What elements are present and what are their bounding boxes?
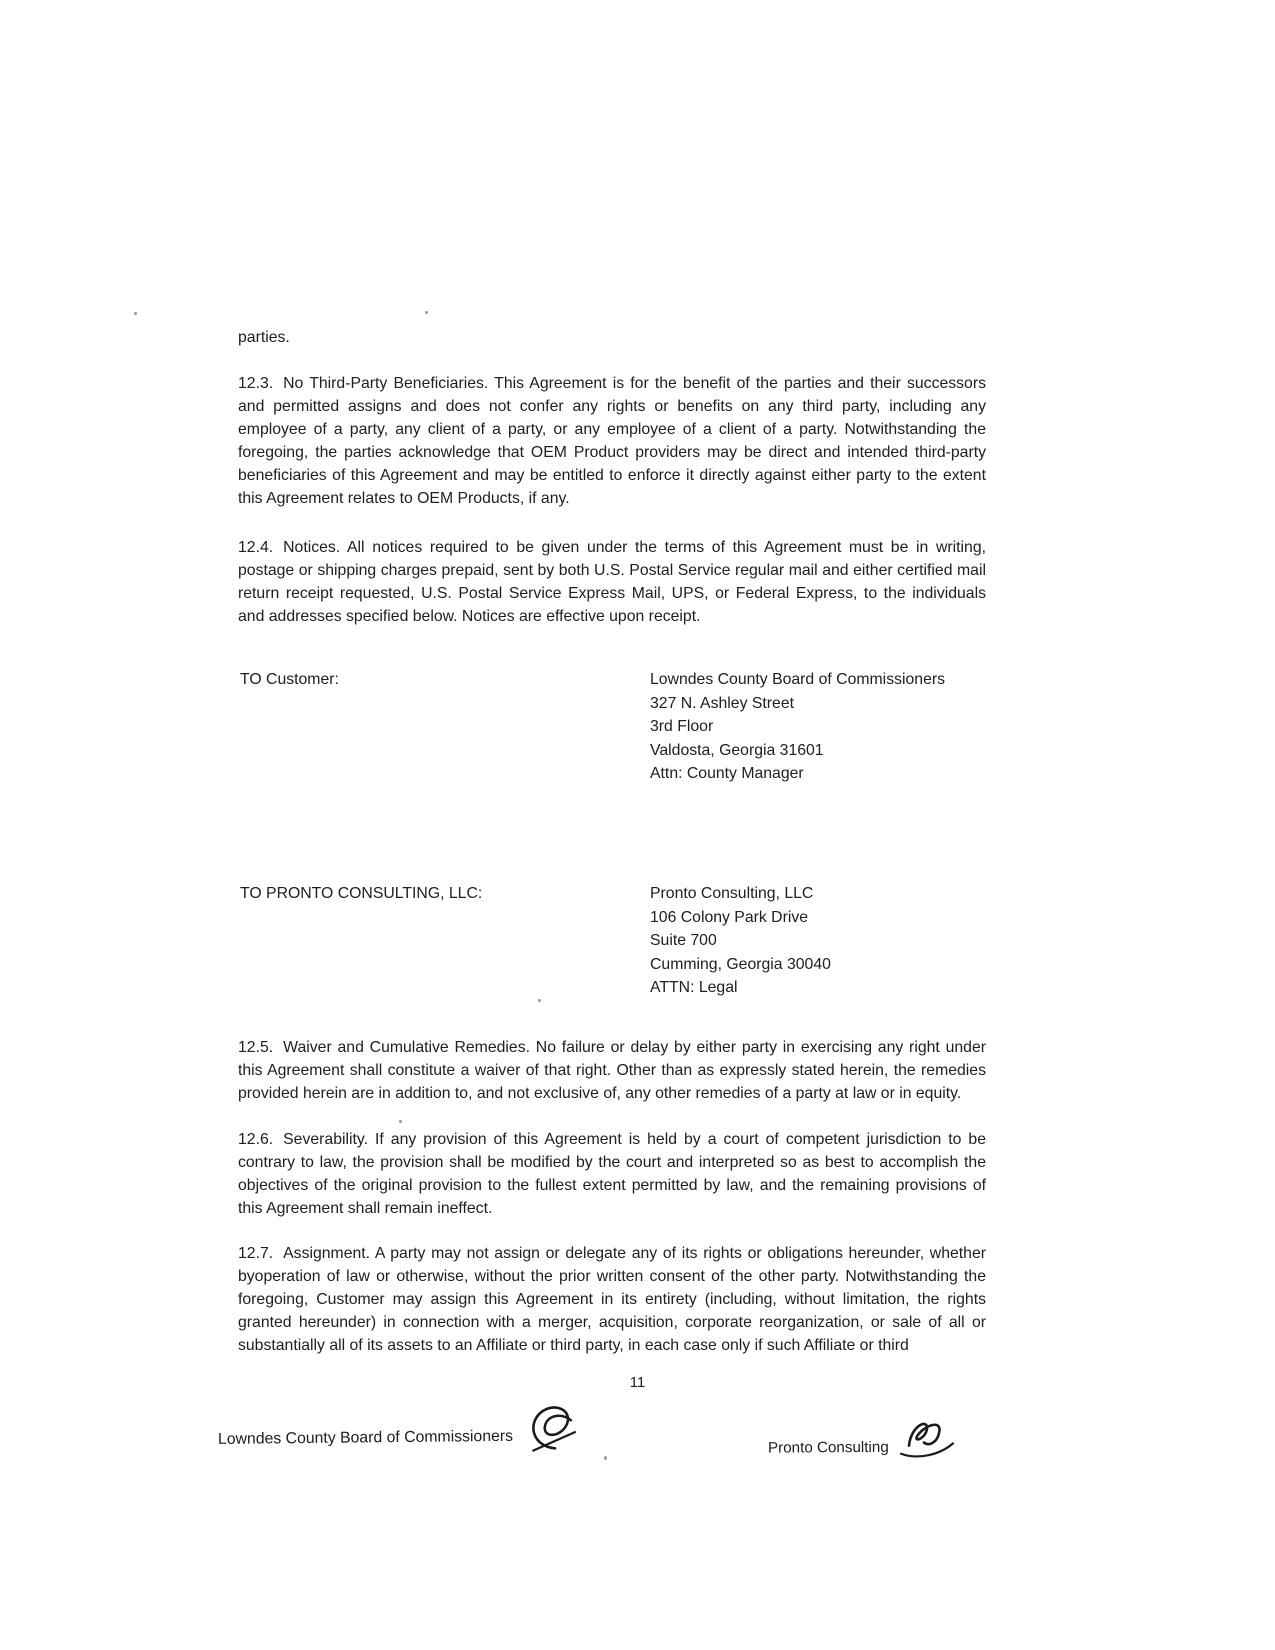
section-12-5-text: Waiver and Cumulative Remedies. No failure or delay by either party in exercising any right under this Agreement shall constitute a waiver of that right. Other than as expressly stated herein, the remedies provided herein are in addition to, and not exclusive of, any other remedies of a party at law or in equity. bbox=[238, 1039, 986, 1102]
section-12-6-paragraph bbox=[238, 1128, 986, 1220]
section-12-3-paragraph bbox=[238, 372, 986, 510]
address-line: 327 N. Ashley Street bbox=[650, 694, 795, 712]
section-12-4-number: 12.4. bbox=[238, 539, 274, 556]
section-12-6-text: Severability. If any provision of this Agreement is held by a court of competent jurisdiction to be contrary to law, the provision shall be modified by the court and interpreted so as best to accomplish the objectives of the original provision to the fullest extent permitted by law, and the remaining provisions of this Agreement shall remain ineffect. bbox=[238, 1131, 986, 1217]
address-line: Cumming, Georgia 30040 bbox=[650, 955, 831, 973]
pronto-address-block bbox=[650, 882, 1000, 1000]
page-number: 11 bbox=[629, 1374, 646, 1391]
notice-pronto-row bbox=[240, 882, 1000, 1000]
scan-artifact bbox=[604, 1456, 607, 1460]
footer-left-label: Lowndes County Board of Commissioners bbox=[217, 1427, 514, 1448]
section-12-4-paragraph bbox=[238, 536, 986, 628]
address-line: Lowndes County Board of Commissioners bbox=[650, 671, 946, 688]
section-12-6-number: 12.6. bbox=[238, 1131, 274, 1148]
scan-artifact bbox=[134, 312, 137, 315]
address-line: Valdosta, Georgia 31601 bbox=[650, 741, 824, 759]
address-line: Attn: County Manager bbox=[650, 765, 804, 782]
address-line: 106 Colony Park Drive bbox=[650, 908, 809, 926]
scan-artifact bbox=[399, 1120, 402, 1123]
section-12-7-number: 12.7. bbox=[238, 1245, 274, 1262]
notice-pronto-label: TO PRONTO CONSULTING, LLC: bbox=[240, 885, 483, 902]
address-line: 3rd Floor bbox=[650, 718, 714, 735]
address-line: Suite 700 bbox=[650, 932, 717, 949]
section-12-7-paragraph bbox=[238, 1242, 986, 1357]
address-line: ATTN: Legal bbox=[650, 979, 738, 996]
section-12-3-number: 12.3. bbox=[238, 375, 274, 392]
address-line: Pronto Consulting, LLC bbox=[650, 885, 814, 902]
signature-right-icon bbox=[897, 1415, 955, 1461]
footer-right-label: Pronto Consulting bbox=[767, 1438, 889, 1457]
section-12-4-text: Notices. All notices required to be given under the terms of this Agreement must be in writing, postage or shipping charges prepaid, sent by both U.S. Postal Service regular mail and either certified mail return receipt requested, U.S. Postal Service Express Mail, UPS, or Federal Express, to the individuals and addresses specified below. Notices are effective upon receipt. bbox=[238, 539, 986, 625]
customer-address-block bbox=[650, 668, 1000, 786]
section-12-5-number: 12.5. bbox=[238, 1039, 274, 1056]
paragraph-continuation: parties. bbox=[238, 329, 290, 346]
section-12-7-text: Assignment. A party may not assign or delegate any of its rights or obligations hereunder, whether byoperation of law or otherwise, without the prior written consent of the other party. Notwithstanding the foregoing, Customer may assign this Agreement in its entirety (including, without limitation, the rights granted hereunder) in connection with a merger, acquisition, corporate reorganization, or sale of all or substantially all of its assets to an Affiliate or third party, in each case only if such Affiliate or third bbox=[238, 1245, 986, 1354]
section-12-3-text: No Third-Party Beneficiaries. This Agreement is for the benefit of the parties and their successors and permitted assigns and does not confer any rights or benefits on any third party, including any employee of a party, any client of a party, or any employee of a client of a party. Notwithstanding the foregoing, the parties acknowledge that OEM Product providers may be direct and intended third-party beneficiaries of this Agreement and may be entitled to enforce it directly against either party to the extent this Agreement relates to OEM Products, if any. bbox=[238, 375, 986, 507]
notice-customer-label: TO Customer: bbox=[240, 671, 339, 688]
footer-right-signatory bbox=[768, 1431, 955, 1462]
notice-customer-row bbox=[240, 668, 1000, 786]
section-12-5-paragraph bbox=[238, 1036, 986, 1105]
signature-left-icon bbox=[521, 1402, 584, 1455]
scan-artifact bbox=[425, 311, 428, 314]
scan-artifact bbox=[538, 999, 541, 1002]
footer-left-signatory bbox=[218, 1418, 583, 1458]
